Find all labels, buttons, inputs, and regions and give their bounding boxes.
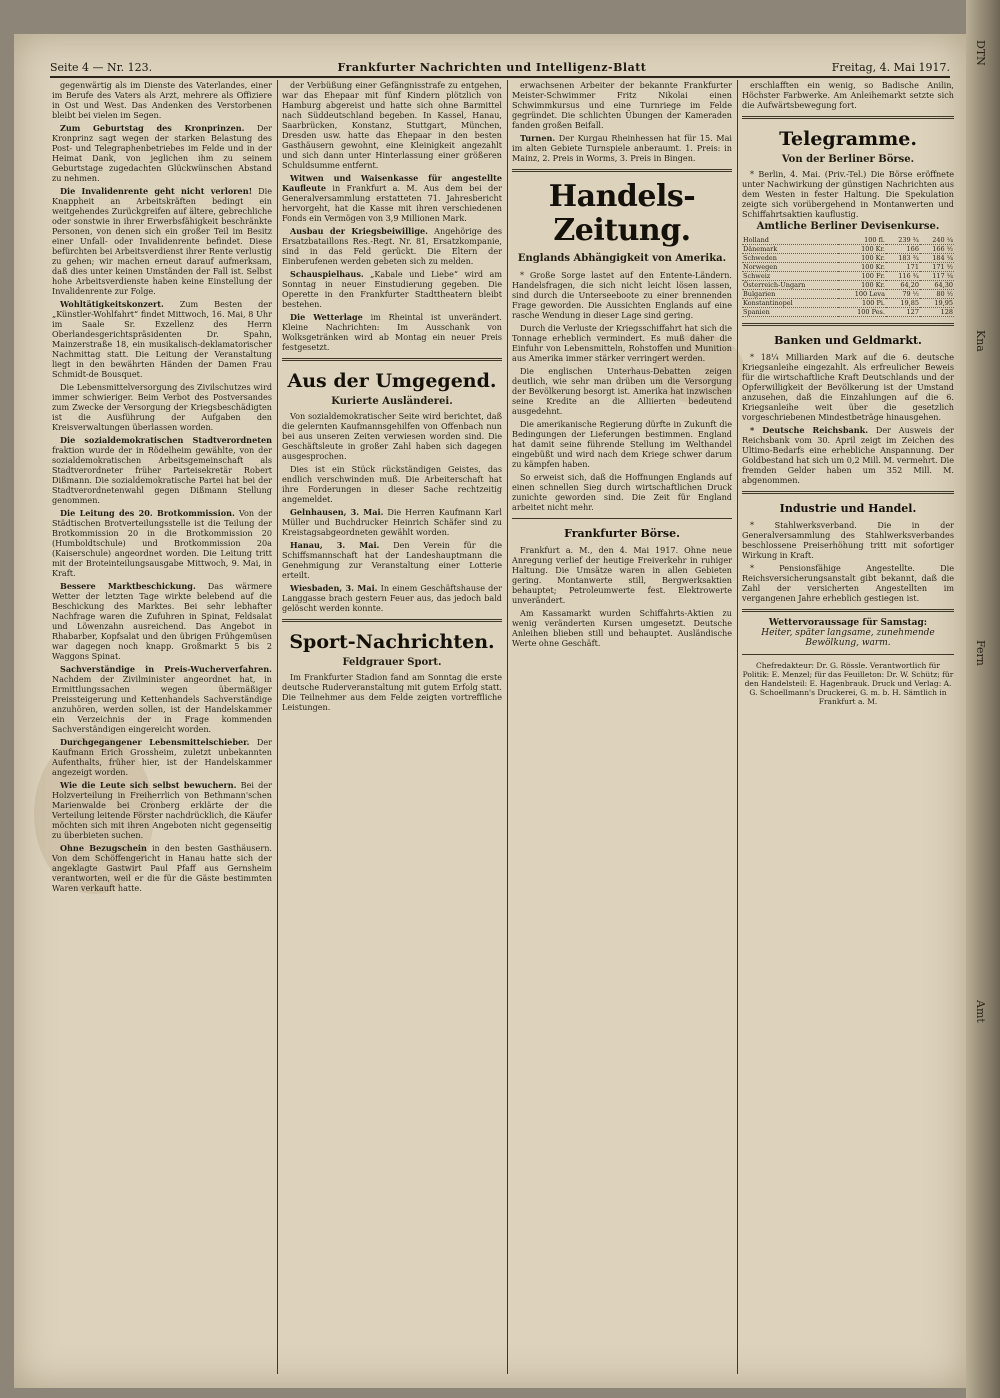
paragraph: Im Frankfurter Stadion fand am Sonntag die erste deutsche Ruderveranstaltung mit gutem Erfolg statt. Die Teilnehmer aus dem Felde zeigten vortreffliche Leistungen. [282,672,502,712]
paragraph: Der Kaufmann Erich Grossheim, zuletzt unbekannten Aufenthalts, früher hier, ist der Handelskammer angezeigt worden. [52,737,272,777]
section-divider [512,518,732,519]
table-cell: Bulgarien [742,290,838,299]
headline: Wohltätigkeitskonzert. [60,299,164,309]
headline: Durchgegangener Lebensmittelschieber. [60,737,250,747]
paragraph: Von der Städtischen Brotverteilungsstelle ist die Teilung der Brotkommission 20 in die Brotkommission 20 (Humboldtschule) und Brotkommission 20a (Kaiserschule) angeordnet worden. Die Leitung tritt mit der Broteinteilungsausgabe Mittwoch, 9. Mai, in Kraft. [52,508,272,578]
table-row [742,254,954,263]
masthead-title: Frankfurter Nachrichten und Intelligenz-Blatt [337,60,647,74]
paragraph: Die Lebensmittelversorgung des Zivilschutzes wird immer schwieriger. Beim Verbot des Postversandes zum Zwecke der Versorgung der Kriegsbeschädigten ist die Ausführung der Aufgaben den Kreisverwaltungen überlassen worden. [52,382,272,432]
table-row [742,281,954,290]
section-title-sport: Sport-Nachrichten. [289,631,495,653]
paragraph: * 18¼ Milliarden Mark auf die 6. deutsche Kriegsanleihe eingezahlt. Als erfreulicher Beweis für die wirtschaftliche Kraft Deutschlands und der Opferwilligkeit der Bevölkerung ist der Umstand anzusehen, daß die Einzahlungen auf die 6. Kriegsanleihe weit über die gesetzlich vorgeschriebenen Mindestbeträge hinausgehen. [742,352,954,422]
headline: * Deutsche Reichsbank. [750,425,869,435]
table-cell: 116 ¾ [886,272,920,281]
paragraph: in den besten Gasthäusern. Von dem Schöffengericht in Hanau hatte sich der angeklagte Gastwirt Paul Pfaff aus Gernsheim verantworten, weil er die für die Gäste bestimmten Waren verkauft hatte. [52,843,272,893]
subheadline: Kurierte Ausländerei. [331,396,453,407]
headline: Die Wetterlage [290,312,363,322]
paragraph: Nachdem der Zivilminister angeordnet hat, in Ermittlungssachen wegen übermäßiger Preissteigerung und Kettenhandels Sachverständige anzuhören, werden sollen, ist der Handelskammer ein Verzeichnis der in Frage kommenden Sachverständigen eingereicht worden. [52,674,272,734]
column-2 [282,80,502,1378]
subheadline: Englands Abhängigkeit von Amerika. [517,253,727,264]
table-cell: 19,85 [886,299,920,308]
paragraph: in Frankfurt a. M. Aus dem bei der Generalversammlung erstatteten 71. Jahresbericht hervorgeht, hat die Kasse mit ihren verschiedenen Fonds ein Vermögen von 3,9 Millionen Mark. [282,183,502,223]
table-cell: 100 Fr. [838,272,886,281]
paragraph: * Stahlwerksverband. Die in der Generalversammlung des Stahlwerksverbandes beschlossene Preiserhöhung tritt mit sofortiger Wirkung in Kraft. [742,520,954,560]
table-row [742,245,954,254]
table-cell: Schweiz [742,272,838,281]
subheadline: Von der Berliner Börse. [781,154,915,165]
paragraph: Bei der Holzverteilung in Freiherrlich von Bethmann'schen Marienwalde bei Cronberg erklärte der die Verteilung leitende Förster nachdrücklich, die Käufer möchten sich mit ihren Angeboten nicht gegenseitig zu überbieten suchen. [52,780,272,840]
table-cell: 127 [886,308,920,317]
table-cell: 166 ½ [920,245,954,254]
section-divider [512,169,732,172]
headline: Die sozialdemokratischen Stadtverordneten [60,435,272,445]
column-rule [277,80,278,1374]
paragraph: gegenwärtig als im Dienste des Vaterlandes, einer im Berufe des Vaters als Arzt, mehrere als Offiziere in Ost und West. Das Andenken des Verstorbenen bleibt bei vielen im Segen. [52,80,272,120]
paragraph: In einem Geschäftshause der Langgasse brach gestern Feuer aus, das jedoch bald gelöscht werden konnte. [282,583,502,613]
table-cell: 100 Pi. [838,299,886,308]
page-number: Seite 4 — Nr. 123. [50,60,153,74]
paragraph: Der Kurgau Rheinhessen hat für 15. Mai im alten Gebiete Turnspiele anberaumt. 1. Preis: in Mainz, 2. Preis in Worms, 3. Preis in Bingen. [512,133,732,163]
paragraph: Den Verein für die Schiffsmannschaft hat der Landeshauptmann die Genehmigung zur Veranstaltung einer Lotterie erteilt. [282,540,502,580]
edge-fragment: Fern [974,640,987,666]
table-cell: 100 Kr. [838,245,886,254]
headline: Ausbau der Kriegsbeiwillige. [290,226,428,236]
section-divider [742,609,954,612]
paragraph: Durch die Verluste der Kriegsschiffahrt hat sich die Tonnage erheblich vermindert. Es muß daher die Einfuhr von Lebensmitteln, Rohstoffen und Munition aus Amerika immer stärker verringert werden. [512,323,732,363]
table-cell: 171 [886,263,920,272]
headline: Hanau, 3. Mai. [290,540,380,550]
weather-title: Wettervoraussage für Samstag: [768,618,928,628]
paragraph: Dies ist ein Stück rückständigen Geistes, das endlich verschwinden muß. Die Arbeiterschaft hat ihre Forderungen in dieser Sache rechtzeitig angemeldet. [282,464,502,504]
table-cell: 171 ½ [920,263,954,272]
table-cell: 128 [920,308,954,317]
headline: Zum Geburtstag des Kronprinzen. [60,123,245,133]
table-cell: 100 Leva [838,290,886,299]
table-cell: Dänemark [742,245,838,254]
paragraph: im Rheintal ist unverändert. Kleine Nachrichten: Im Ausschank von Wolksgetränken wird ab Montag ein neuer Preis festgesetzt. [282,312,502,352]
section-divider [742,116,954,119]
page-header [50,58,950,78]
column-4 [742,80,954,1378]
table-title: Amtliche Berliner Devisenkurse. [756,221,940,232]
section-divider [742,323,954,326]
paragraph: Die amerikanische Regierung dürfte in Zukunft die Bedingungen der Lieferungen bestimmen. England hat damit seine führende Stellung im Welthandel eingebüßt und wird nach dem Kriege schwer darum zu kämpfen haben. [512,419,732,469]
exchange-rate-table [742,236,954,317]
paragraph: Am Kassamarkt wurden Schiffahrts-Aktien zu wenig veränderten Kursen umgesetzt. Deutsche Anleihen blieben still und behauptet. Ausländische Werte ohne Geschäft. [512,608,732,648]
section-divider [282,358,502,361]
section-title-umgegend: Aus der Umgegend. [287,370,497,392]
paragraph: erwachsenen Arbeiter der bekannte Frankfurter Meister-Schwimmer Fritz Nikolai einen Schwimmkursus und eine Turnriege im Felde gegründet. Die schlichten Übungen der Kameraden fanden großen Beifall. [512,80,732,130]
headline: Witwen und Waisenkasse für angestellte Kaufleute [282,173,502,193]
paragraph: Die Knappheit an Arbeitskräften bedingt ein weitgehendes Zurückgreifen auf ältere, gebrechliche oder sonstwie in ihrer Erwerbsfähigkeit beschränkte Personen, von denen sich ein großer Teil im Besitz einer Unfall- oder Invalidenrente befindet. Diese befürchten bei Arbeitsverdienst ihrer Rente verlustig zu gehen; wir machen erneut darauf aufmerksam, daß dies unter keinen Umständen der Fall ist. Selbst hohe Arbeitsverdienste haben keine Einstellung der Invalidenrente zur Folge. [52,186,272,296]
headline: Die Leitung des 20. Brotkommission. [60,508,235,518]
edge-fragment: Kna [974,330,987,352]
paragraph: fraktion wurde der in Rödelheim gewählte, von der sozialdemokratischen Arbeitsgemeinschaft als Stadtverordneter früher Parteisekretär Robert Dißmann. Die sozialdemokratische Partei hat bei der Stadtverordnetenwahl gegen Dißmann Stellung genommen. [52,445,272,505]
issue-date: Freitag, 4. Mai 1917. [831,60,950,74]
paragraph: „Kabale und Liebe“ wird am Sonntag in neuer Einstudierung gegeben. Die Operette in den Frankfurter Stadttheatern bleibt bestehen. [282,269,502,309]
table-row [742,263,954,272]
paragraph: Die englischen Unterhaus-Debatten zeigen deutlich, wie sehr man drüben um die Versorgung der Bevölkerung besorgt ist. Amerika hat inzwischen seine Kredite an die Alliierten bedeutend ausgedehnt. [512,366,732,416]
table-cell: 64,30 [920,281,954,290]
table-cell: 100 Kr. [838,281,886,290]
table-cell: 100 Kr. [838,254,886,263]
paragraph: Das wärmere Wetter der letzten Tage wirkte belebend auf die Beschickung des Marktes. Bei sehr lebhafter Nachfrage waren die Zufuhren in Spinat, Feldsalat und Löwenzahn ausreichend. Das Angebot in Rhabarber, Kopfsalat und den übrigen Frühgemüsen war dagegen noch knapp. Großmarkt 5 bis 2 Waggons Spinat. [52,581,272,661]
table-row [742,299,954,308]
edge-fragment: DTN [974,40,987,66]
headline: Sachverständige in Preis-Wucherverfahren. [60,664,272,674]
column-3 [512,80,732,1378]
column-1 [52,80,272,1378]
table-cell: 19,95 [920,299,954,308]
subheadline: Feldgrauer Sport. [342,657,442,668]
headline: Gelnhausen, 3. Mai. [290,507,384,517]
headline: Wiesbaden, 3. Mai. [290,583,378,593]
table-row [742,236,954,245]
table-cell: 239 ¾ [886,236,920,245]
paragraph: Die Herren Kaufmann Karl Müller und Buchdrucker Heinrich Schäfer sind zu Kreistagsabgeordneten gewählt worden. [282,507,502,537]
table-cell: 100 Kr. [838,263,886,272]
paragraph: der Verbüßung einer Gefängnisstrafe zu entgehen, war das Ehepaar mit fünf Kindern plötzlich von Hamburg abgereist und hatte sich ohne Barmittel nach Süddeutschland begeben. In Kassel, Hanau, Saarbrücken, Konstanz, Stuttgart, München, Dresden usw. hatte das Ehepaar in den besten Gasthäusern gewohnt, eine Kleinigkeit angezahlt und sich dann unter Hinterlassung einer größeren Schuldsumme entfernt. [282,80,502,170]
headline: Bessere Marktbeschickung. [60,581,196,591]
paragraph: Zum Besten der „Künstler-Wohlfahrt“ findet Mittwoch, 16. Mai, 8 Uhr im Saale Sr. Exzellenz des Herrn Oberlandesgerichtspräsidenten Dr. Spahn, Mainzerstraße 18, ein musikalisch-deklamatorischer Nachmittag statt. Die Leitung der Veranstaltung liegt in den bewährten Händen der Damen Frau Schmidt-de Bousquet. [52,299,272,379]
table-cell: 100 Pes. [838,308,886,317]
paragraph: * Pensionsfähige Angestellte. Die Reichsversicherungsanstalt gibt bekannt, daß die Zahl der versicherten Angestellten im vergangenen Jahre erheblich gestiegen ist. [742,563,954,603]
table-row [742,290,954,299]
edge-fragment: Amt [974,1000,987,1023]
section-title-handels-zeitung: Handels-Zeitung. [548,179,696,248]
section-title-industrie: Industrie und Handel. [779,502,917,515]
imprint: Chefredakteur: Dr. G. Rössle. Verantwortlich für Politik: E. Menzel; für das Feuilleton: Dr. W. Schütz; für den Handelsteil: E. Hagenbrauk. Druck und Verlag: A. G. Schoellmann's Druckerei, G. m. b. H. Sämtlich in Frankfurt a. M. [742,661,954,706]
section-divider [282,619,502,622]
weather-forecast: Heiter, später langsame, zunehmende Bewölkung, warm. [761,628,935,648]
table-cell: 100 fl. [838,236,886,245]
table-cell: Spanien [742,308,838,317]
table-row [742,308,954,317]
table-cell: 166 [886,245,920,254]
section-divider [742,491,954,494]
paragraph: So erweist sich, daß die Hoffnungen Englands auf einen schnellen Sieg durch wirtschaftlichen Druck zunichte geworden sind. Die Zeit für England arbeitet nicht mehr. [512,472,732,512]
section-divider [742,654,954,655]
column-rule [507,80,508,1374]
table-cell: Holland [742,236,838,245]
table-cell: 183 ¾ [886,254,920,263]
table-cell: Konstantinopel [742,299,838,308]
paragraph: Der Kronprinz sagt wegen der starken Belastung des Post- und Telegraphenbetriebes im Felde und in der Heimat Dank, von jeglichen ihm zu seinem Geburtstage zugedachten Glückwünschen Abstand zu nehmen. [52,123,272,183]
adjacent-page-edge [966,0,1000,1398]
headline: Schauspielhaus. [290,269,364,279]
table-cell: Norwegen [742,263,838,272]
headline: Turnen. [520,133,556,143]
table-cell: 64,20 [886,281,920,290]
paragraph: Von sozialdemokratischer Seite wird berichtet, daß die gelernten Kaufmannsgehilfen von Offenbach nun bei aus unseren Zeiten verwiesen worden sind. Die Geschäftsleute in großer Zahl haben sich dagegen ausgesprochen. [282,411,502,461]
paragraph: Frankfurt a. M., den 4. Mai 1917. Ohne neue Anregung verlief der heutige Freiverkehr in ruhiger Haltung. Die Umsätze waren in allen Gebieten gering. Montanwerte still, Bergwerksaktien behauptet; Petroleumwerte fest. Elektrowerte unverändert. [512,545,732,605]
table-cell: 240 ¼ [920,236,954,245]
paragraph: erschlafften ein wenig, so Badische Anilin, Höchster Farbwerke. Am Anleihemarkt setzte sich die Aufwärtsbewegung fort. [742,80,954,110]
headline: Die Invalidenrente geht nicht verloren! [60,186,253,196]
section-title-telegramme: Telegramme. [779,128,917,150]
table-cell: 184 ¼ [920,254,954,263]
paragraph: * Berlin, 4. Mai. (Priv.-Tel.) Die Börse eröffnete unter Nachwirkung der günstigen Nachrichten aus dem Westen in fester Haltung. Die Spekulation zeigte sich vorübergehend in Montanwerten und Schiffahrtsaktien kauflustig. [742,169,954,219]
table-cell: 80 ½ [920,290,954,299]
paragraph: Angehörige des Ersatzbataillons Res.-Regt. Nr. 81, Ersatzkompanie, sind in das Feld gerückt. Die Eltern der Einberufenen werden gebeten sich zu melden. [282,226,502,266]
table-cell: Österreich-Ungarn [742,281,838,290]
column-rule [737,80,738,1374]
paragraph: Der Ausweis der Reichsbank vom 30. April zeigt im Zeichen des Ultimo-Bedarfs eine erhebliche Anspannung. Der Goldbestand hat sich um 0,2 Mill. M. vermehrt. Die fremden Gelder haben um 352 Mill. M. abgenommen. [742,425,954,485]
table-cell: 117 ¼ [920,272,954,281]
headline: Wie die Leute sich selbst bewuchern. [60,780,237,790]
section-title-boerse: Frankfurter Börse. [564,527,680,540]
headline: Ohne Bezugschein [60,843,147,853]
table-cell: 79 ½ [886,290,920,299]
section-title-banken: Banken und Geldmarkt. [774,334,922,347]
table-row [742,272,954,281]
table-cell: Schweden [742,254,838,263]
paragraph: * Große Sorge lastet auf den Entente-Ländern. Handelsfragen, die sich nicht leicht lösen lassen, sind durch die Unterseeboote zu einer brennenden Frage geworden. Die Aussichten Englands auf eine rasche Wendung in dieser Lage sind gering. [512,270,732,320]
